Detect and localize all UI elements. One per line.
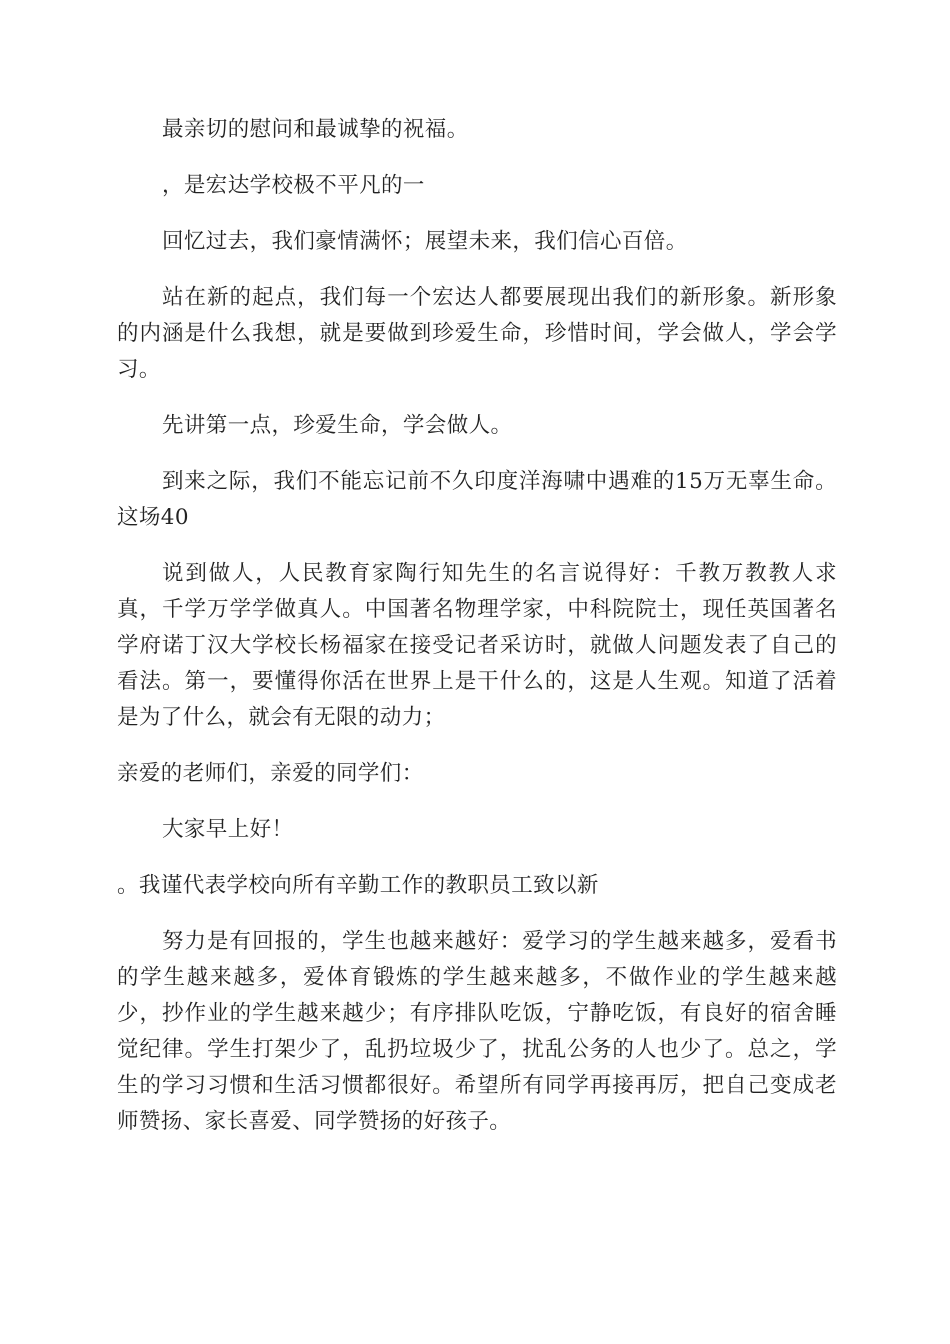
paragraph-good-morning: 大家早上好！ [162,817,294,842]
paragraph-tsunami: 到来之际，我们不能忘记前不久印度洋海啸中遇难的15万无辜生命。这场40 [117,469,837,530]
paragraph-hongda-year: ，是宏达学校极不平凡的一 [162,173,425,198]
paragraph-effort-rewarded: 努力是有回报的，学生也越来越好：爱学习的学生越来越多，爱看书的学生越来越多，爱体育锻炼的学生越来越多，不做作业的学生越来越少，抄作业的学生越来越少；有序排队吃饭，宁静吃饭，有良好的宿舍睡觉纪律。学生打架少了，乱扔垃圾少了，扰乱公务的人也少了。总之，学生的学习习惯和生活习惯都很好。希望所有同学再接再厉，把自己变成老师赞扬、家长喜爱、同学赞扬的好孩子。 [117,929,837,1134]
paragraph-greeting-blessing: 最亲切的慰问和最诚挚的祝福。 [162,117,469,142]
paragraph-being-human: 说到做人，人民教育家陶行知先生的名言说得好：千教万教教人求真，千学万学学做真人。中国著名物理学家，中科院院士，现任英国著名学府诺丁汉大学校长杨福家在接受记者采访时，就做人问题发表了自己的看法。第一，要懂得你活在世界上是干什么的，这是人生观。知道了活着是为了什么，就会有无限的动力； [117,561,837,730]
paragraph-review-future: 回忆过去，我们豪情满怀；展望未来，我们信心百倍。 [162,229,688,254]
paragraph-salutation: 亲爱的老师们，亲爱的同学们： [117,761,424,786]
paragraph-new-image: 站在新的起点，我们每一个宏达人都要展现出我们的新形象。新形象的内涵是什么我想，就是要做到珍爱生命，珍惜时间，学会做人，学会学习。 [117,285,837,382]
document-body [117,112,837,1160]
paragraph-first-point: 先讲第一点，珍爱生命，学会做人。 [162,413,513,438]
paragraph-on-behalf: 。我谨代表学校向所有辛勤工作的教职员工致以新 [117,873,599,898]
